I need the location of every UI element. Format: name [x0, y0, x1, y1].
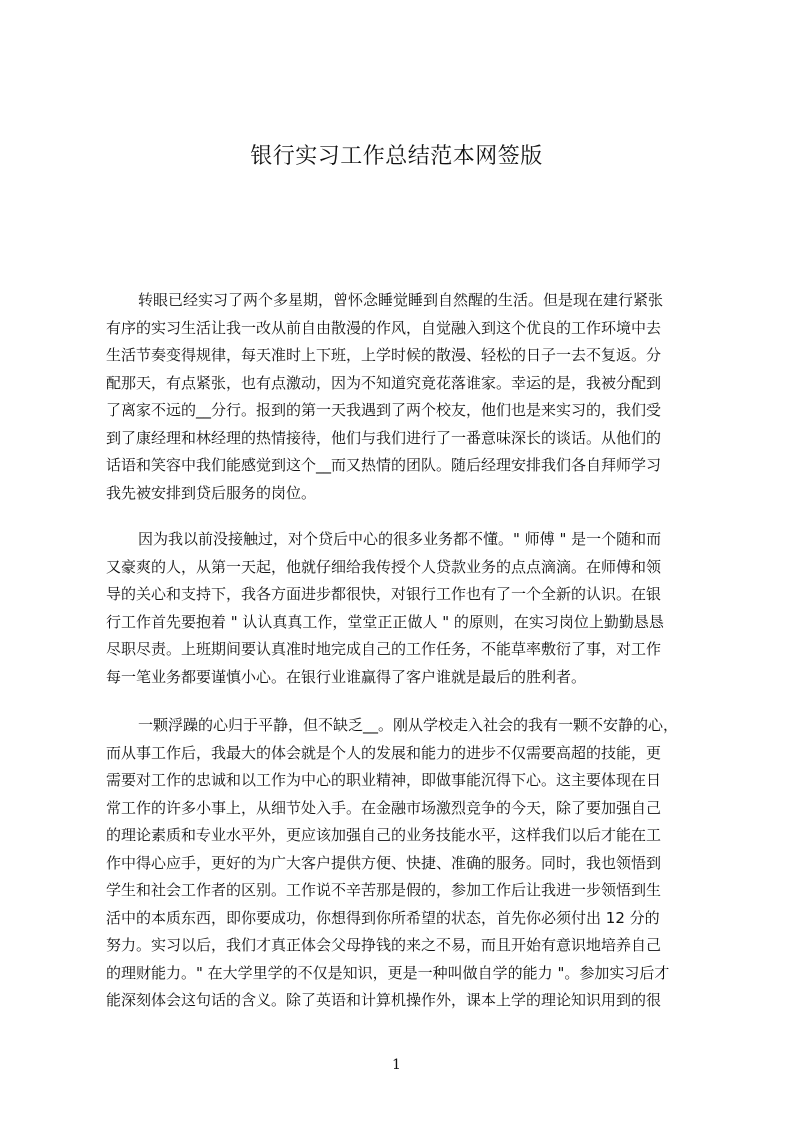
paragraph-line: 每一笔业务都要谨慎小心。在银行业谁赢得了客户谁就是最后的胜利者。: [106, 667, 587, 686]
paragraph-line: 生活节奏变得规律，每天准时上下班，上学时候的散漫、轻松的日子一去不复返。分: [106, 346, 662, 364]
paragraph-line: 的理财能力。" 在大学里学的不仅是知识，更是一种叫做自学的能力 "。参加实习后才: [106, 963, 670, 982]
paragraph-line: 话语和笑容中我们能感觉到这个__而又热情的团队。随后经理安排我们各自拜师学习: [106, 456, 662, 474]
paragraph-line: 需要对工作的忠诚和以工作为中心的职业精神，即做事能沉得下心。这主要体现在日: [106, 771, 662, 789]
paragraph-line: 因为我以前没接触过，对个贷后中心的很多业务都不懂。" 师傅 " 是一个随和而: [138, 530, 662, 548]
paragraph-1: [106, 287, 702, 507]
paragraph-line: 学生和社会工作者的区别。工作说不辛苦那是假的，参加工作后让我进一步领悟到生: [106, 881, 662, 899]
paragraph-line: 配那天，有点紧张，也有点激动，因为不知道究竟花落谁家。幸运的是，我被分配到: [106, 373, 662, 392]
paragraph-line: 一颗浮躁的心归于平静，但不缺乏__。刚从学校走入社会的我有一颗不安静的心，: [138, 716, 679, 734]
paragraph-3: [106, 712, 702, 1015]
paragraph-line: 作中得心应手，更好的为广大客户提供方便、快捷、准确的服务。同时，我也领悟到: [106, 853, 662, 872]
paragraph-line: 行工作首先要抱着 " 认认真真工作，堂堂正正做人 " 的原则，在实习岗位上勤勤恳恳: [106, 612, 664, 631]
paragraph-line: 尽职尽责。上班期间要认真准时地完成自己的工作任务，不能草率敷衍了事，对工作: [106, 640, 662, 658]
paragraph-line: 导的关心和支持下，我各方面进步都很快，对银行工作也有了一个全新的认识。在银: [106, 585, 662, 603]
paragraph-line: 又豪爽的人，从第一天起，他就仔细给我传授个人贷款业务的点点滴滴。在师傅和领: [106, 557, 662, 576]
paragraph-line: 了离家不远的__分行。报到的第一天我遇到了两个校友，他们也是来实习的，我们受: [106, 401, 662, 419]
document-title: 银行实习工作总结范本网签版: [250, 144, 543, 169]
paragraph-line: 我先被安排到贷后服务的岗位。: [106, 483, 317, 502]
paragraph-line: 有序的实习生活让我一改从前自由散漫的作风，自觉融入到这个优良的工作环境中去: [106, 318, 662, 337]
paragraph-line: 活中的本质东西，即你要成功，你想得到你所希望的状态，首先你必须付出 12 分的: [106, 908, 660, 927]
paragraph-line: 常工作的许多小事上，从细节处入手。在金融市场激烈竞争的今天，除了要加强自己: [106, 798, 662, 817]
paragraph-line: 努力。实习以后，我们才真正体会父母挣钱的来之不易，而且开始有意识地培养自己: [106, 936, 662, 954]
paragraph-line: 的理论素质和专业水平外，更应该加强自己的业务技能水平，这样我们以后才能在工: [106, 826, 662, 844]
paragraph-line: 到了康经理和林经理的热情接待，他们与我们进行了一番意味深长的谈话。从他们的: [106, 428, 662, 447]
paragraph-line: 转眼已经实习了两个多星期，曾怀念睡觉睡到自然醒的生活。但是现在建行紧张: [138, 291, 664, 309]
paragraph-2: [106, 526, 702, 691]
paragraph-line: 而从事工作后，我最大的体会就是个人的发展和能力的进步不仅需要高超的技能，更: [106, 743, 662, 762]
page-number: 1: [392, 1057, 401, 1073]
paragraph-line: 能深刻体会这句话的含义。除了英语和计算机操作外，课本上学的理论知识用到的很: [106, 991, 662, 1009]
